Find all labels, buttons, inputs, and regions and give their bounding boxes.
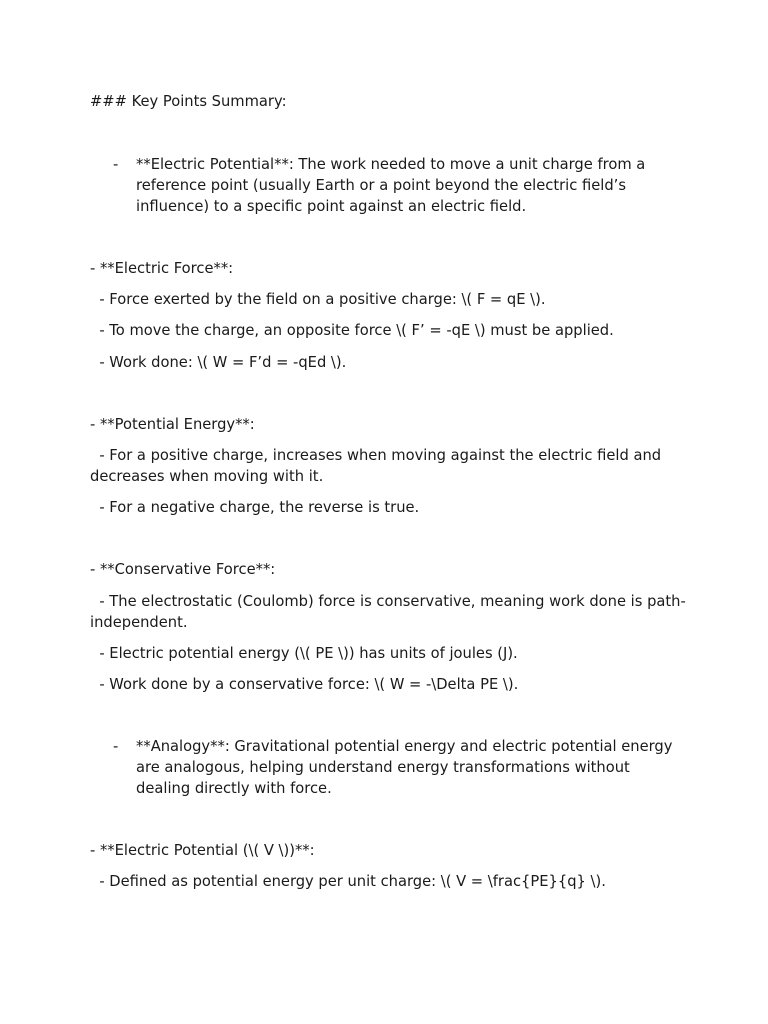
analogy-bullet	[113, 736, 673, 799]
electric-potential-bullet	[113, 154, 673, 217]
bullet-dash: -	[113, 738, 119, 755]
electric-potential-bullet-text: **Electric Potential**: The work needed to move a unit charge from a reference point (usually Earth or a point beyond the electric field’s influence) to a specific point against an electric field.	[136, 156, 646, 215]
analogy-bullet-text: **Analogy**: Gravitational potential energy and electric potential energy are analogous, helping understand energy transformations without dealing directly with force.	[136, 738, 673, 797]
conservative-force-title: - **Conservative Force**:	[90, 561, 276, 578]
potential-energy-item: - For a positive charge, increases when moving against the electric field and decreases when moving with it.	[90, 447, 666, 485]
electric-force-title: - **Electric Force**:	[90, 260, 234, 277]
bullet-dash: -	[113, 156, 119, 173]
electric-potential-title: - **Electric Potential (\( V \))**:	[90, 842, 315, 859]
summary-heading: ### Key Points Summary:	[90, 93, 287, 110]
conservative-force-item: - Work done by a conservative force: \( W = -\Delta PE \).	[90, 676, 519, 693]
electric-potential-item: - Defined as potential energy per unit charge: \( V = \frac{PE}{q} \).	[90, 873, 606, 890]
potential-energy-item: - For a negative charge, the reverse is true.	[90, 499, 420, 516]
electric-force-item: - Force exerted by the field on a positive charge: \( F = qE \).	[90, 291, 546, 308]
conservative-force-item: - The electrostatic (Coulomb) force is conservative, meaning work done is path-independent.	[90, 593, 686, 631]
conservative-force-item: - Electric potential energy (\( PE \)) has units of joules (J).	[90, 645, 518, 662]
potential-energy-title: - **Potential Energy**:	[90, 416, 255, 433]
electric-force-item: - To move the charge, an opposite force \( F’ = -qE \) must be applied.	[90, 322, 614, 339]
electric-force-item: - Work done: \( W = F’d = -qEd \).	[90, 354, 347, 371]
